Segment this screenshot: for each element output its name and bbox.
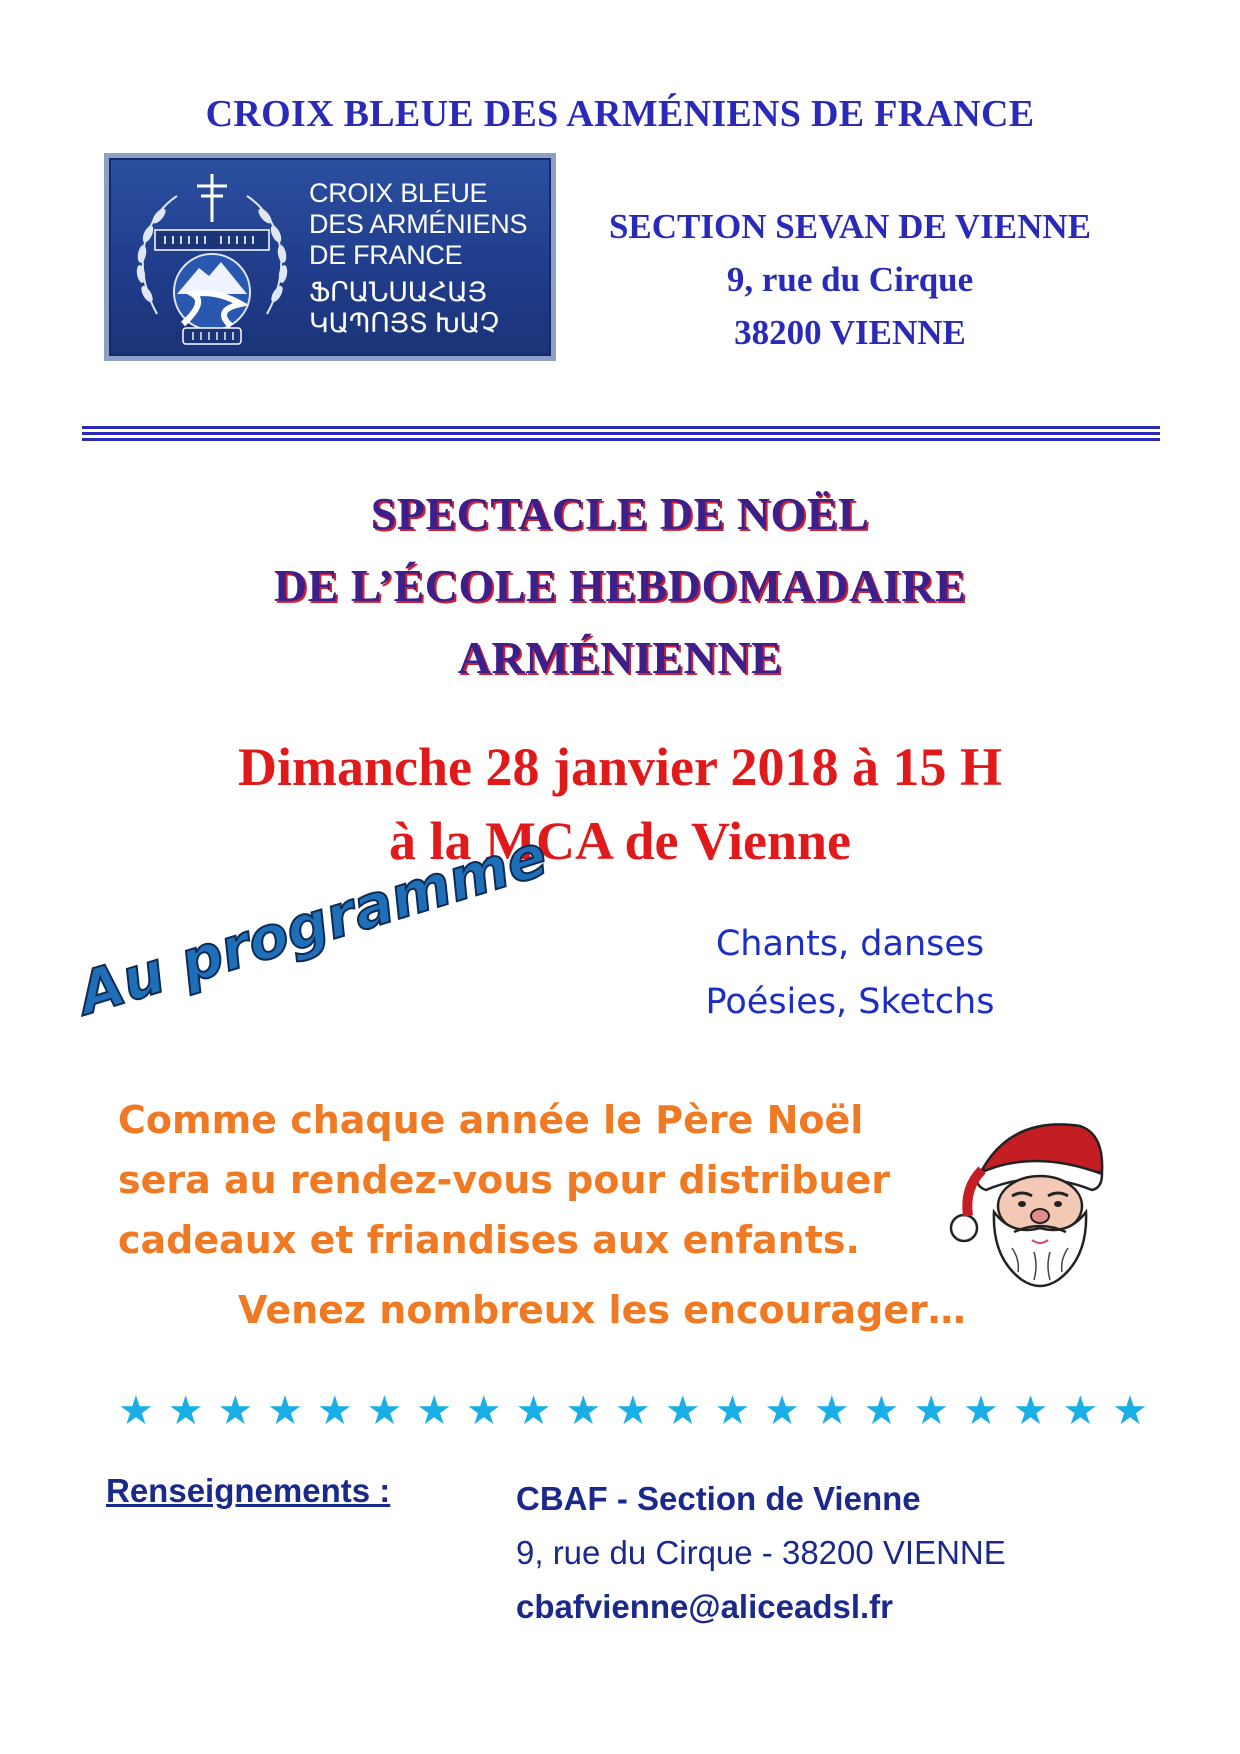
contact-label: Renseignements :: [106, 1472, 391, 1509]
programme-list: [650, 915, 1050, 1031]
divider-top: [82, 426, 1160, 429]
closing-invitation: Venez nombreux les encourager…: [238, 1288, 966, 1332]
logo-armenian-line-1: ՖՐԱՆՍԱՀԱՅ: [309, 277, 487, 307]
contact-organization: CBAF - Section de Vienne: [516, 1480, 921, 1517]
star-icon: ★: [1062, 1388, 1099, 1434]
star-icon: ★: [366, 1388, 403, 1434]
santa-claus-icon: [942, 1108, 1122, 1293]
event-title-line-2: DE L’ÉCOLE HEBDOMADAIRE: [273, 560, 967, 611]
divider-middle: [82, 432, 1160, 435]
event-title-line-1: SPECTACLE DE NOËL: [370, 488, 870, 539]
wreath-cross-emblem-icon: [117, 164, 307, 354]
santa-message-line-2: sera au rendez-vous pour distribuer: [118, 1158, 891, 1202]
programme-item-2: Poésies, Sketchs: [705, 982, 995, 1022]
logo-armenian-line-2: ԿԱՊՈՅՏ ԽԱՉ: [309, 308, 499, 338]
star-icon: ★: [316, 1388, 353, 1434]
section-address-block: [560, 200, 1140, 359]
organization-logo: [104, 153, 556, 361]
star-icon: ★: [813, 1388, 850, 1434]
section-city: 38200 VIENNE: [734, 313, 966, 352]
event-title: [0, 478, 1240, 694]
santa-message-line-3: cadeaux et friandises aux enfants.: [118, 1218, 860, 1262]
contact-email[interactable]: cbafvienne@aliceadsl.fr: [516, 1588, 894, 1625]
star-icon: ★: [913, 1388, 950, 1434]
event-title-line-3: ARMÉNIENNE: [457, 632, 783, 683]
star-icon: ★: [714, 1388, 751, 1434]
star-icon: ★: [664, 1388, 701, 1434]
event-date-venue: [0, 730, 1240, 878]
star-icon: ★: [217, 1388, 254, 1434]
santa-message: [118, 1090, 938, 1270]
event-date: Dimanche 28 janvier 2018 à 15 H: [238, 737, 1002, 797]
star-icon: ★: [118, 1388, 154, 1434]
star-icon: ★: [416, 1388, 453, 1434]
contact-address: 9, rue du Cirque - 38200 VIENNE: [516, 1534, 1006, 1571]
star-icon: ★: [515, 1388, 552, 1434]
section-street: 9, rue du Cirque: [726, 260, 974, 299]
star-icon: ★: [764, 1388, 800, 1434]
logo-wordmark: [309, 178, 559, 339]
star-icon: ★: [1012, 1388, 1049, 1434]
event-venue: à la MCA de Vienne: [388, 811, 851, 871]
organization-title: CROIX BLEUE DES ARMÉNIENS DE FRANCE: [205, 93, 1035, 135]
star-divider: [118, 1386, 1148, 1436]
star-icon: ★: [167, 1388, 204, 1434]
star-icon: ★: [465, 1388, 502, 1434]
logo-line-1: CROIX BLEUE: [309, 178, 488, 208]
star-icon: ★: [615, 1388, 651, 1434]
divider-bottom: [82, 438, 1160, 441]
star-icon: ★: [863, 1388, 900, 1434]
santa-message-line-1: Comme chaque année le Père Noël: [118, 1098, 864, 1142]
logo-line-2: DES ARMÉNIENS: [309, 209, 528, 239]
programme-heading: Au programme: [70, 820, 555, 1028]
star-icon: ★: [1112, 1388, 1148, 1434]
star-icon: ★: [267, 1388, 303, 1434]
star-icon: ★: [962, 1388, 999, 1434]
contact-info: [516, 1472, 1156, 1634]
section-name: SECTION SEVAN DE VIENNE: [608, 207, 1092, 246]
logo-line-3: DE FRANCE: [309, 240, 463, 270]
star-icon: ★: [565, 1388, 602, 1434]
programme-item-1: Chants, danses: [715, 924, 985, 964]
